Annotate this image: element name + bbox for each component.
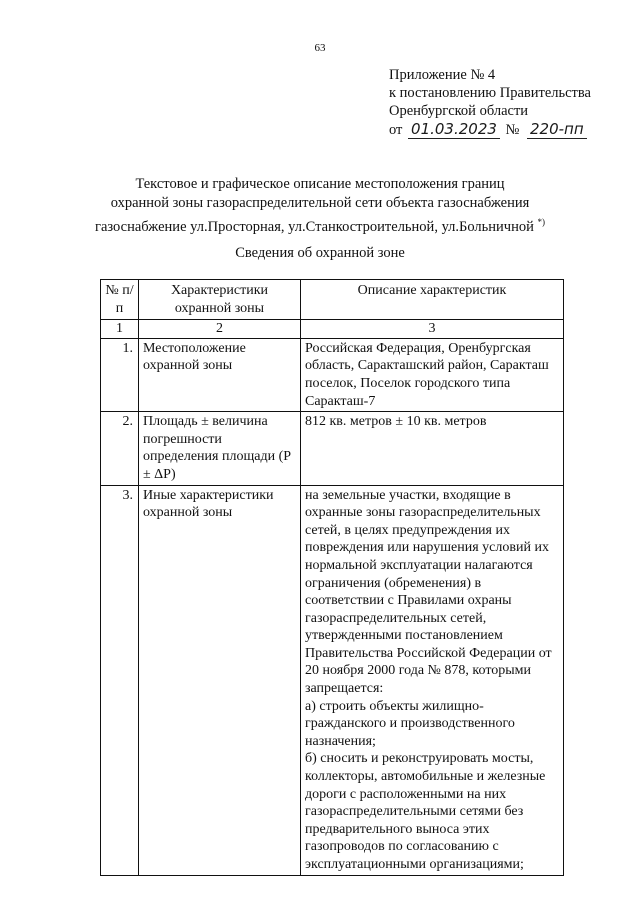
column-number-3: 3 [301,320,564,339]
footnote-mark: *) [537,217,545,227]
section-subtitle: Сведения об охранной зоне [235,245,405,261]
document-title [70,175,570,237]
row-characteristic: Иные характеристики охранной зоны [139,485,301,875]
column-number-1: 1 [101,320,139,339]
row-characteristic: Местоположение охранной зоны [139,338,301,411]
page-number: 63 [314,42,326,54]
handwritten-date: 01.03.2023 [408,120,500,139]
number-prefix: № [505,122,520,138]
title-line-3 [70,213,570,237]
row-number: 3. [101,485,139,875]
date-prefix: от [389,122,403,138]
row-characteristic: Площадь ± величина погрешности определения площади (P ± ΔP) [139,412,301,485]
row-description: 812 кв. метров ± 10 кв. метров [301,412,564,485]
row-number: 1. [101,338,139,411]
header-characteristics: Характеристики охранной зоны [139,280,301,320]
header-number: № п/п [101,280,139,320]
column-number-2: 2 [139,320,301,339]
header-description: Описание характеристик [301,280,564,320]
row-number: 2. [101,412,139,485]
handwritten-number: 220-пп [527,120,587,139]
row-description: Российская Федерация, Оренбургская область, Саракташский район, Саракташ поселок, Поселок городского типа Саракташ-7 [301,338,564,411]
appendix-block [389,66,591,139]
table-row [101,412,564,485]
row-description: на земельные участки, входящие в охранные зоны газораспределительных сетей, в целях предупреждения их повреждения или нарушения условий их нормальной эксплуатации налагаются ограничения (обременения) в соответствии с Правилами охраны газораспределительных сетей, утвержденными постановлением Правительства Российской Федерации от 20 ноября 2000 года № 878, которыми запрещается: а) строить объекты жилищно-гражданского и производственного назначения; б) сносить и реконструировать мосты, коллекторы, автомобильные и железные дороги с расположенными на них газораспределительными сетями без предварительного выноса этих газопроводов по согласованию с эксплуатационными организациями; [301,485,564,875]
appendix-title: Приложение № 4 [389,67,496,83]
protection-zone-table [100,279,564,876]
table-column-numbers-row [101,320,564,339]
appendix-region: Оренбургской области [389,103,529,119]
appendix-date-line [389,120,591,139]
table-row [101,338,564,411]
title-line-2: охранной зоны газораспределительной сети объекта газоснабжения [110,195,530,211]
title-line-1: Текстовое и графическое описание местоположения границ [135,176,505,192]
table-row [101,485,564,875]
table-header-row [101,280,564,320]
title-line-3-text: газоснабжение ул.Просторная, ул.Станкостроительной, ул.Больничной [95,218,534,235]
appendix-reference: к постановлению Правительства [389,85,591,101]
